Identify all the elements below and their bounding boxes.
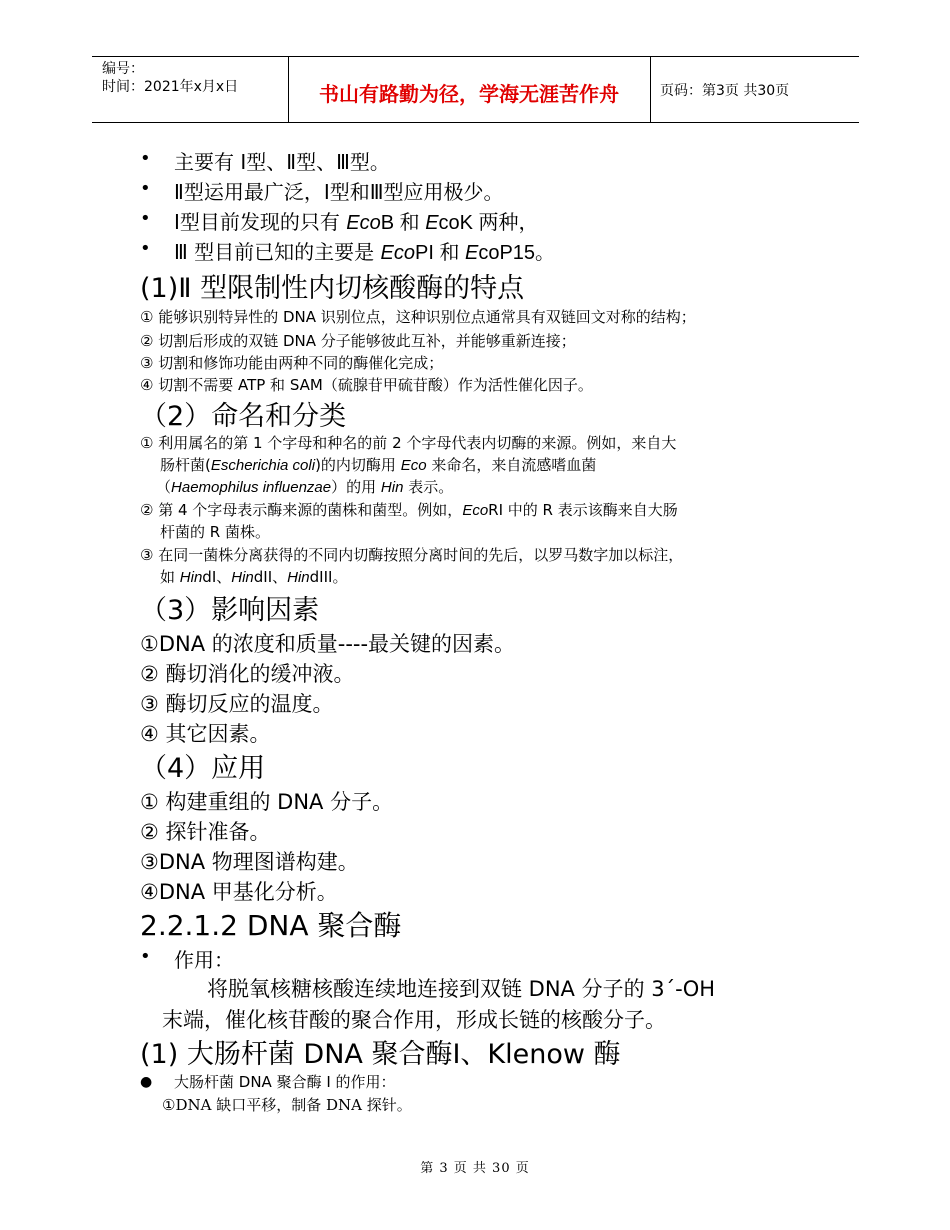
- header-page-info: 页码：第3页 共30页: [660, 83, 790, 99]
- types-item-3: Ⅰ型目前发现的只有 EcoB 和 EcoK 两种，: [174, 210, 539, 234]
- polymerase-paragraph-line-1: 将脱氧核糖核酸连续地连接到双链 DNA 分子的 3´-OH: [207, 977, 716, 1001]
- dot-bullet-icon: ●: [140, 1074, 153, 1090]
- header-bottom-rule: [92, 122, 859, 123]
- section-2-item-1-line-3: （Haemophilus influenzae）的用 Hin 表示。: [156, 478, 454, 496]
- section-4-item-4: ④DNA 甲基化分析。: [140, 880, 338, 904]
- types-item-1: 主要有 Ⅰ型、Ⅱ型、Ⅲ型。: [174, 150, 390, 174]
- section-1-item-4: ④ 切割不需要 ATP 和 SAM（硫腺苷甲硫苷酸）作为活性催化因子。: [140, 376, 593, 394]
- section-2-item-3-line-1: ③ 在同一菌株分离获得的不同内切酶按照分离时间的先后，以罗马数字加以标注，: [140, 546, 684, 564]
- bullet-icon: •: [140, 208, 151, 229]
- types-item-4: Ⅲ 型目前已知的主要是 EcoPI 和 EcoP15。: [174, 240, 556, 264]
- header-top-rule: [92, 56, 859, 57]
- bullet-icon: •: [140, 148, 151, 169]
- section-3-item-3: ③ 酶切反应的温度。: [140, 692, 334, 716]
- polymerase-title: 2.2.1.2 DNA 聚合酶: [140, 909, 402, 942]
- section-2-item-1-line-2: 肠杆菌(Escherichia coli)的内切酶用 Eco 来命名，来自流感嗜血菌: [160, 456, 597, 474]
- section-4-item-2: ② 探针准备。: [140, 820, 271, 844]
- section-2-title: （2）命名和分类: [140, 401, 347, 432]
- section-4-item-3: ③DNA 物理图谱构建。: [140, 850, 359, 874]
- header-divider: [650, 56, 651, 123]
- section-1-item-3: ③ 切割和修饰功能由两种不同的酶催化完成；: [140, 354, 444, 372]
- section-2-item-2-line-1: ② 第 4 个字母表示酶来源的菌株和菌型。例如，EcoRI 中的 R 表示该酶来自大肠: [140, 501, 678, 519]
- section-2-item-1-line-1: ① 利用属名的第 1 个字母和种名的前 2 个字母代表内切酶的来源。例如，来自大: [140, 434, 677, 452]
- section-4-title: （4）应用: [140, 753, 266, 784]
- section-3-item-4: ④ 其它因素。: [140, 722, 271, 746]
- section-3-item-2: ② 酶切消化的缓冲液。: [140, 662, 355, 686]
- header-left-cell: [102, 60, 238, 96]
- header-id-label: 编号：: [102, 61, 144, 77]
- polymerase-dot-subitem: ①DNA 缺口平移，制备 DNA 探针。: [162, 1096, 412, 1114]
- section-3-item-1: ①DNA 的浓度和质量----最关键的因素。: [140, 632, 516, 656]
- section-2-item-3-line-2: 如 HindI、HindII、HindIII。: [160, 568, 348, 586]
- bullet-icon: •: [140, 946, 151, 967]
- section-1-item-2: ② 切割后形成的双链 DNA 分子能够彼此互补，并能够重新连接；: [140, 332, 576, 350]
- types-item-2: Ⅱ型运用最广泛，Ⅰ型和Ⅲ型应用极少。: [174, 180, 504, 204]
- section-1-item-1: ① 能够识别特异性的 DNA 识别位点，这种识别位点通常具有双链回文对称的结构；: [140, 308, 696, 326]
- section-1-title: (1)Ⅱ 型限制性内切核酸酶的特点: [140, 273, 525, 304]
- polymerase-subtitle: (1) 大肠杆菌 DNA 聚合酶Ⅰ、Klenow 酶: [140, 1039, 621, 1070]
- polymerase-paragraph-line-2: 末端，催化核苷酸的聚合作用，形成长链的核酸分子。: [162, 1008, 666, 1032]
- header-time-label: 时间：2021年x月x日: [102, 79, 239, 95]
- section-3-title: （3）影响因素: [140, 595, 320, 626]
- section-2-item-2-line-2: 杆菌的 R 菌株。: [160, 523, 270, 541]
- polymerase-bullet: 作用：: [174, 948, 234, 972]
- header-motto: 书山有路勤为径，学海无涯苦作舟: [319, 82, 619, 106]
- page-footer: 第 3 页 共 30 页: [420, 1161, 530, 1176]
- polymerase-dot-item: 大肠杆菌 DNA 聚合酶 Ⅰ 的作用：: [174, 1073, 396, 1091]
- section-4-item-1: ① 构建重组的 DNA 分子。: [140, 790, 394, 814]
- bullet-icon: •: [140, 238, 151, 259]
- bullet-icon: •: [140, 178, 151, 199]
